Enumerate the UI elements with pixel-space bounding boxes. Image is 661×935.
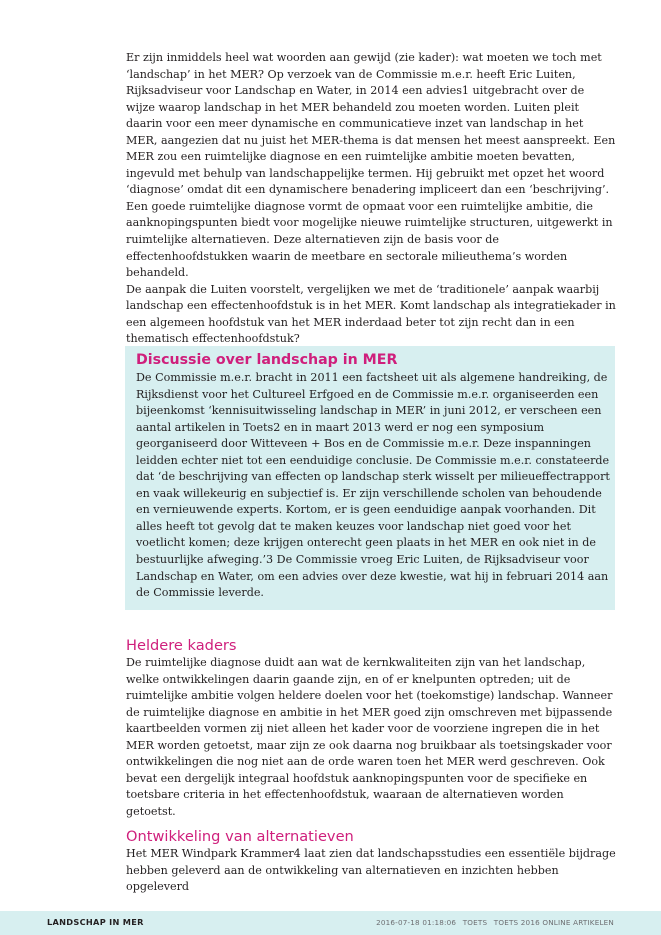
sidebar-box: [125, 346, 615, 610]
section-heldere-kaders: [126, 636, 616, 820]
page-footer: [0, 911, 661, 935]
section-heading: Heldere kaders: [126, 637, 237, 654]
footer-meta: [372, 918, 614, 927]
intro-section: [126, 50, 616, 348]
sidebar-box-title: Discussie over landschap in MER: [136, 352, 398, 368]
intro-question-paragraph: De aanpak die Luiten voorstelt, vergelijken we met de ‘traditionele’ aanpak waarbij landschap een effectenhoofdstuk is in het MER. Komt landschap als integratiekader in een algemeen hoofdstuk van het MER inderdaad beter tot zijn recht dan in een thematisch effectenhoofdstuk?: [126, 282, 616, 346]
footer-timestamp: 2016-07-18 01:18:06: [376, 918, 457, 927]
intro-paragraph: Er zijn inmiddels heel wat woorden aan gewijd (zie kader): wat moeten we toch met ‘landschap’ in het MER? Op verzoek van de Commissie m.e.r. heeft Eric Luiten, Rijksadviseur voor Landschap en Water, in 2014 een advies1 uitgebracht over de wijze waarop landschap in het MER behandeld zou moeten worden. Luiten pleit daarin voor een meer dynamische en communicatieve inzet van landschap in het MER, aangezien dat nu juist het MER-thema is dat mensen het meest aanspreekt. Een MER zou een ruimtelijke diagnose en een ruimtelijke ambitie moeten bevatten, ingevuld met behulp van landschappelijke termen. Hij gebruikt met opzet het woord ‘diagnose’ omdat dit een dynamischere benadering impliceert dan een ‘beschrijving’. Een goede ruimtelijke diagnose vormt de opmaat voor een ruimtelijke ambitie, die aanknopingspunten biedt voor mogelijke nieuwe ruimtelijke structuren, uitgewerkt in ruimtelijke alternatieven. Deze alternatieven zijn de basis voor de effectenhoofdstukken waarin de meetbare en sectorale milieuthema’s worden behandeld.: [126, 51, 616, 280]
sidebar-box-text: De Commissie m.e.r. bracht in 2011 een factsheet uit als algemene handreiking, de Rijksdienst voor het Cultureel Erfgoed en de Commissie m.e.r. organiseerden een bijeenkomst ‘kennisuitwisseling landschap in MER’ in juni 2012, er verscheen een aantal artikelen in Toets2 en in maart 2013 werd er nog een symposium georganiseerd door Witteveen + Bos en de Commissie m.e.r. Deze inspanningen leidden echter niet tot een eenduidige conclusie. De Commissie m.e.r. constateerde dat ‘de beschrijving van effecten op landschap sterk wisselt per milieueffectrapport en vaak willekeurig en subjectief is. Er zijn verschillende scholen van behoudende en vernieuwende experts. Kortom, er is geen eenduidige aanpak voorhanden. Dit alles heeft tot gevolg dat te maken keuzes voor landschap niet goed voor het voetlicht komen; deze krijgen onterecht geen plaats in het MER en ook niet in de bestuurlijke afweging.’3 De Commissie vroeg Eric Luiten, de Rijksadviseur voor Landschap en Water, om een advies over deze kwestie, wat hij in februari 2014 aan de Commissie leverde.: [136, 371, 610, 600]
footer-label: TOETS: [462, 918, 488, 927]
sidebar-box-content: [136, 351, 612, 602]
section-paragraph: De ruimtelijke diagnose duidt aan wat de kernkwaliteiten zijn van het landschap, welke ontwikkelingen daarin gaande zijn, en of er knelpunten optreden; uit de ruimtelijke ambitie volgen heldere doelen voor het (toekomstige) landschap. Wanneer de ruimtelijke diagnose en ambitie in het MER goed zijn omschreven met bijpassende kaartbeelden vormen zij niet alleen het kader voor de voorziene ingrepen die in het MER worden getoetst, maar zijn ze ook daarna nog bruikbaar als toetsingskader voor ontwikkelingen die nog niet aan de orde waren toen het MER werd geschreven. Ook bevat een dergelijk integraal hoofdstuk aanknopingspunten voor de specifieke en toetsbare criteria in het effectenhoofdstuk, waaraan de alternatieven worden getoetst.: [126, 656, 613, 818]
footer-section-title: LANDSCHAP IN MER: [47, 917, 144, 927]
footer-publication: TOETS 2016 ONLINE ARTIKELEN: [493, 918, 614, 927]
section-ontwikkeling-alternatieven: [126, 827, 616, 896]
section-paragraph: Het MER Windpark Krammer4 laat zien dat landschapsstudies een essentiële bijdrage hebben geleverd aan de ontwikkeling van alternatieven en inzichten hebben opgeleverd: [126, 847, 616, 894]
section-heading: Ontwikkeling van alternatieven: [126, 828, 354, 845]
